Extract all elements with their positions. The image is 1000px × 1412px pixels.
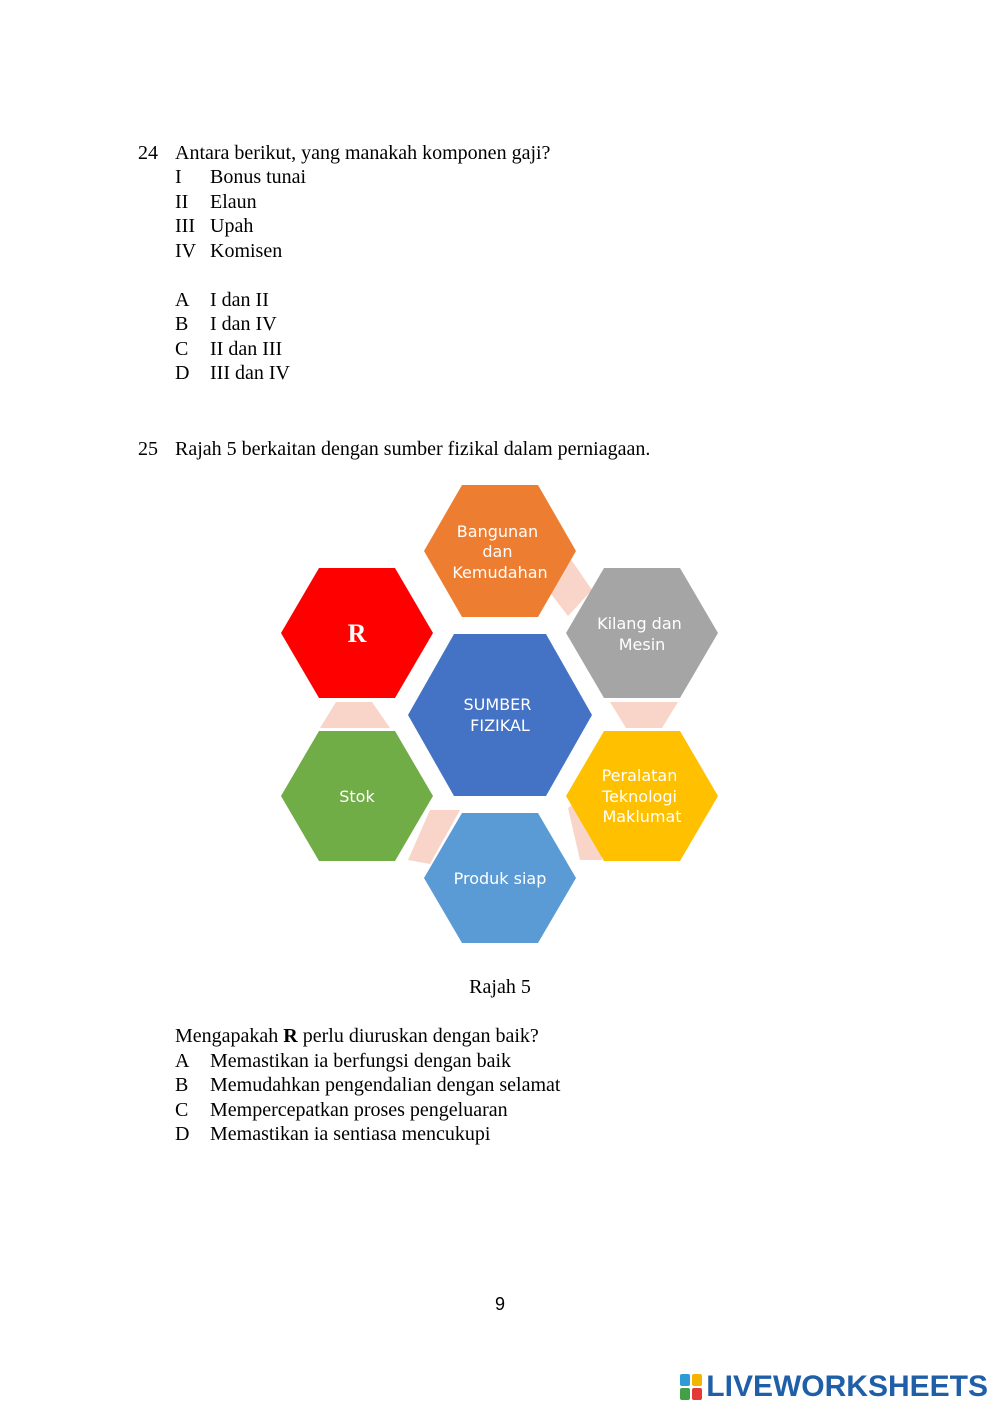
- q24-item-text: Komisen: [210, 240, 283, 262]
- q25-prompt-bold: R: [283, 1025, 298, 1047]
- label-line: Kilang dan: [597, 614, 682, 633]
- label-upper-left-r: [348, 619, 367, 648]
- logo-square: [680, 1374, 690, 1386]
- page-number: 9: [494, 1294, 505, 1314]
- option-label: B: [175, 313, 189, 335]
- q24-item-label: II: [175, 191, 189, 213]
- label-line: Mesin: [618, 635, 666, 654]
- q24-item-text: Bonus tunai: [210, 166, 307, 188]
- label-line: Peralatan: [601, 766, 678, 785]
- option-text: Memudahkan pengendalian dengan selamat: [210, 1074, 561, 1096]
- option-text: Mempercepatkan proses pengeluaran: [210, 1099, 508, 1121]
- label-line: FIZIKAL: [470, 716, 530, 735]
- option-label: C: [175, 338, 189, 360]
- logo-square: [692, 1388, 702, 1400]
- option-label: D: [175, 362, 190, 384]
- connector-lowerleft-upperleft: [320, 702, 390, 728]
- option-text: II dan III: [210, 338, 283, 360]
- label-line: Stok: [339, 787, 375, 806]
- q24-item-text: Upah: [210, 215, 254, 237]
- liveworksheets-brand[interactable]: [680, 1370, 988, 1404]
- label-line: Produk siap: [453, 869, 547, 888]
- label-line: Bangunan: [456, 522, 539, 541]
- label-line: SUMBER: [463, 695, 532, 714]
- option-text: I dan II: [210, 289, 269, 311]
- option-text: III dan IV: [210, 362, 290, 384]
- q24-question: Antara berikut, yang manakah komponen gaji?: [175, 142, 551, 164]
- q25-question: Rajah 5 berkaitan dengan sumber fizikal dalam perniagaan.: [175, 438, 651, 460]
- q24-item-label: I: [175, 166, 182, 188]
- hex-center: [408, 634, 592, 796]
- option-text: Memastikan ia berfungsi dengan baik: [210, 1050, 512, 1072]
- q24-number: 24: [138, 142, 158, 164]
- option-label: C: [175, 1099, 189, 1121]
- label-line: Maklumat: [602, 807, 682, 826]
- label-line: R: [347, 619, 367, 648]
- q25-number: 25: [138, 438, 158, 460]
- q24-item-label: III: [175, 215, 195, 237]
- label-line: Kemudahan: [452, 563, 548, 582]
- label-line: dan: [482, 542, 513, 561]
- option-label: B: [175, 1074, 189, 1096]
- option-label: A: [175, 1050, 190, 1072]
- option-text: I dan IV: [210, 313, 277, 335]
- diagram-caption: Rajah 5: [469, 976, 531, 998]
- logo-square: [680, 1388, 690, 1400]
- option-label: A: [175, 289, 190, 311]
- q25-prompt-after: perlu diuruskan dengan baik?: [297, 1025, 539, 1047]
- q24-item-text: Elaun: [210, 191, 257, 213]
- label-bottom: [454, 869, 547, 888]
- q25-prompt: [175, 1024, 539, 1048]
- option-label: D: [175, 1123, 190, 1145]
- label-line: Teknologi: [601, 787, 677, 806]
- q25-prompt-before: Mengapakah: [175, 1025, 284, 1047]
- physical-resources-diagram: [270, 480, 730, 955]
- liveworksheets-logo-icon: [680, 1374, 702, 1400]
- label-lower-left: [339, 787, 375, 806]
- logo-square: [692, 1374, 702, 1386]
- q24-item-label: IV: [175, 240, 197, 262]
- brand-name: LIVEWORKSHEETS: [706, 1370, 988, 1403]
- option-text: Memastikan ia sentiasa mencukupi: [210, 1123, 491, 1145]
- label-lower-right: [601, 766, 682, 826]
- connector-upperright-lowerright: [610, 702, 678, 728]
